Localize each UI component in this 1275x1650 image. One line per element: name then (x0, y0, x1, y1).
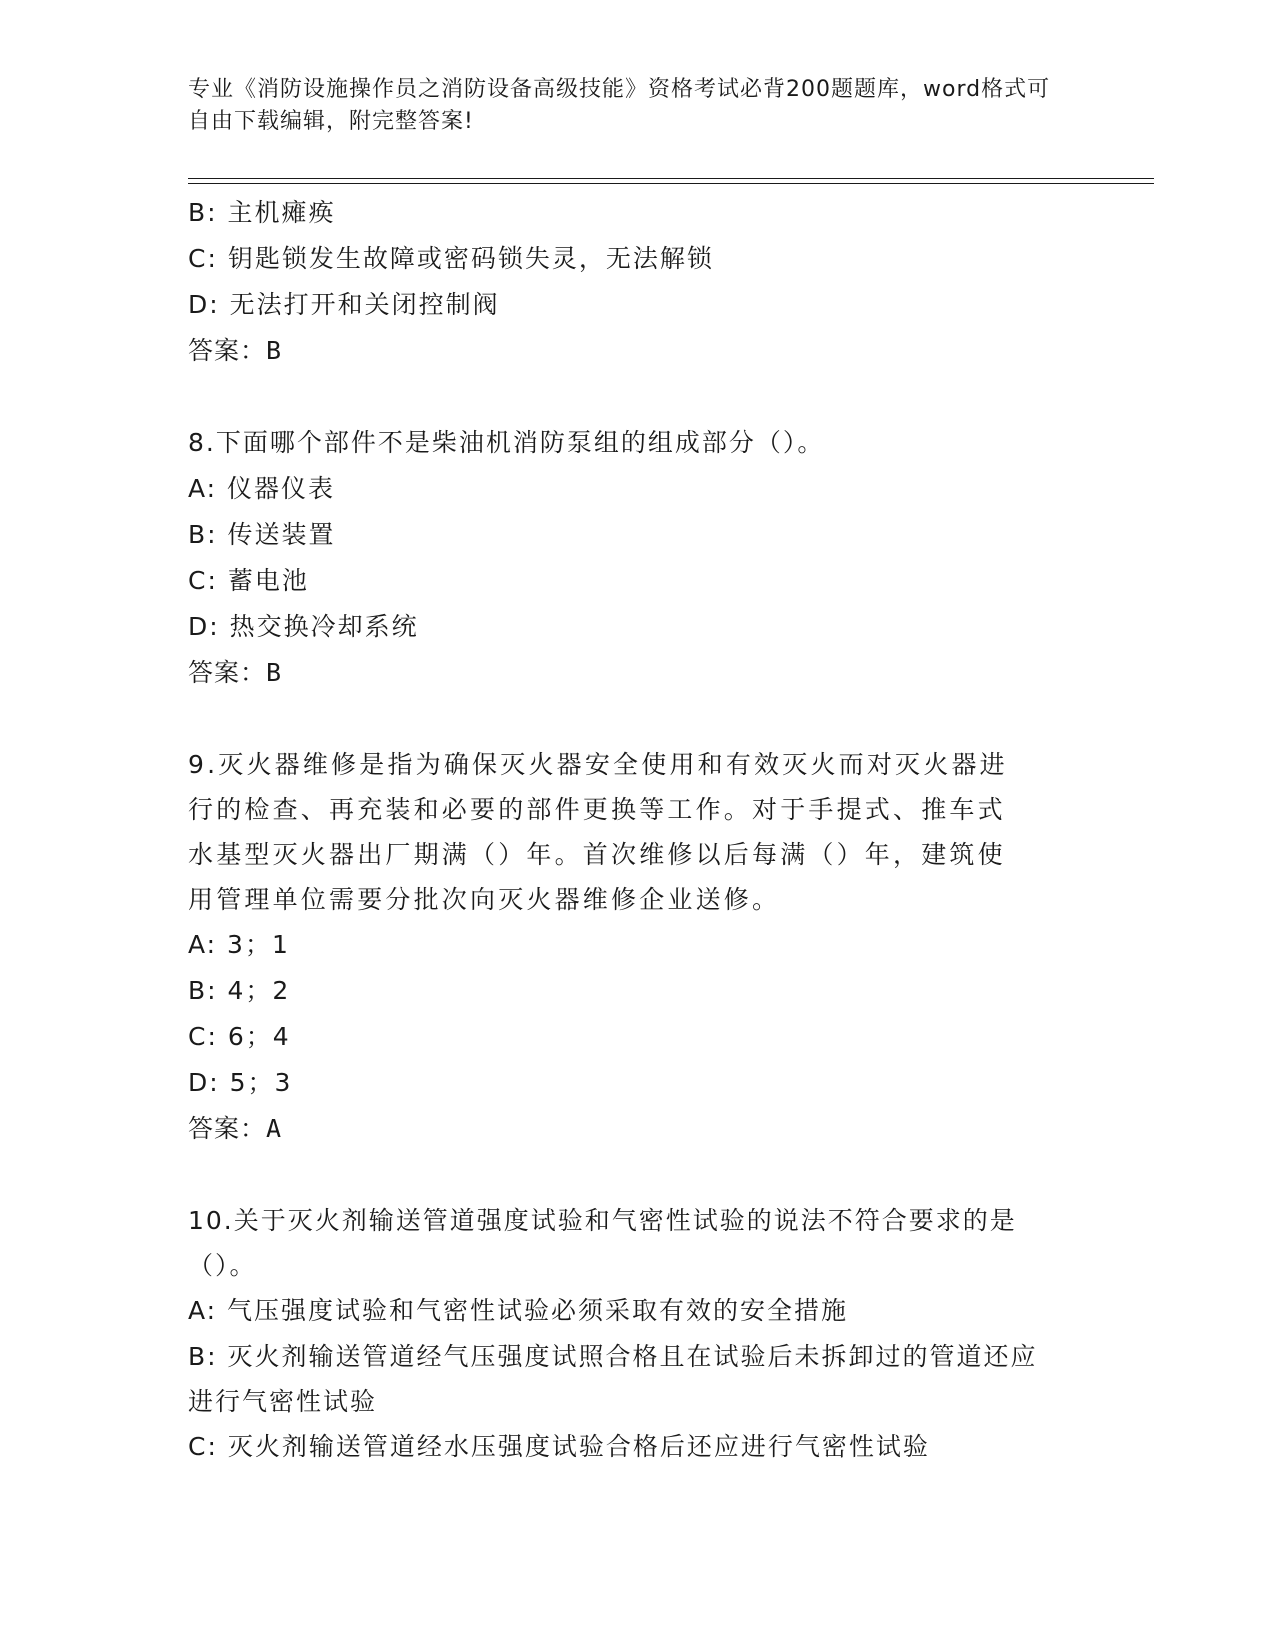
q7-answer: 答案：B (188, 336, 283, 365)
q9-option-a: A: 3；1 (188, 930, 290, 959)
document-header: 专业《消防设施操作员之消防设备高级技能》资格考试必背200题题库，word格式可自由下载编辑，附完整答案! (188, 77, 1051, 134)
header-divider-bottom (188, 183, 1154, 184)
q10-option-b: B: 灭火剂输送管道经气压强度试照合格且在试验后未拆卸过的管道还应进行气密性试验 (188, 1342, 1038, 1416)
q10-stem: 10.关于灭火剂输送管道强度试验和气密性试验的说法不符合要求的是（）。 (188, 1206, 1017, 1280)
question-10 (188, 1198, 1078, 1470)
q8-option-d: D: 热交换冷却系统 (188, 612, 419, 641)
q9-option-c: C: 6；4 (188, 1022, 291, 1051)
q10-option-c: C: 灭火剂输送管道经水压强度试验合格后还应进行气密性试验 (188, 1432, 930, 1461)
question-7 (188, 190, 1078, 374)
q8-option-b: B: 传送装置 (188, 520, 336, 549)
q9-option-b: B: 4；2 (188, 976, 291, 1005)
header-divider-top (188, 178, 1154, 179)
q8-option-a: A: 仪器仪表 (188, 474, 336, 503)
q9-stem: 9.灭火器维修是指为确保灭火器安全使用和有效灭火而对灭火器进行的检查、再充装和必要的部件更换等工作。对于手提式、推车式水基型灭火器出厂期满（）年。首次维修以后每满（）年，建筑使用管理单位需要分批次向灭火器维修企业送修。 (188, 750, 1008, 914)
q10-option-a: A: 气压强度试验和气密性试验必须采取有效的安全措施 (188, 1296, 849, 1325)
question-8 (188, 420, 1078, 696)
q8-stem: 8.下面哪个部件不是柴油机消防泵组的组成部分（）。 (188, 428, 825, 457)
q8-option-c: C: 蓄电池 (188, 566, 309, 595)
q7-option-d: D: 无法打开和关闭控制阀 (188, 290, 500, 319)
q9-answer: 答案：A (188, 1114, 283, 1143)
q7-option-c: C: 钥匙锁发生故障或密码锁失灵，无法解锁 (188, 244, 714, 273)
q8-answer: 答案：B (188, 658, 283, 687)
question-9 (188, 742, 1078, 1152)
q7-option-b: B: 主机瘫痪 (188, 198, 336, 227)
document-body (188, 190, 1078, 1470)
q9-option-d: D: 5；3 (188, 1068, 293, 1097)
